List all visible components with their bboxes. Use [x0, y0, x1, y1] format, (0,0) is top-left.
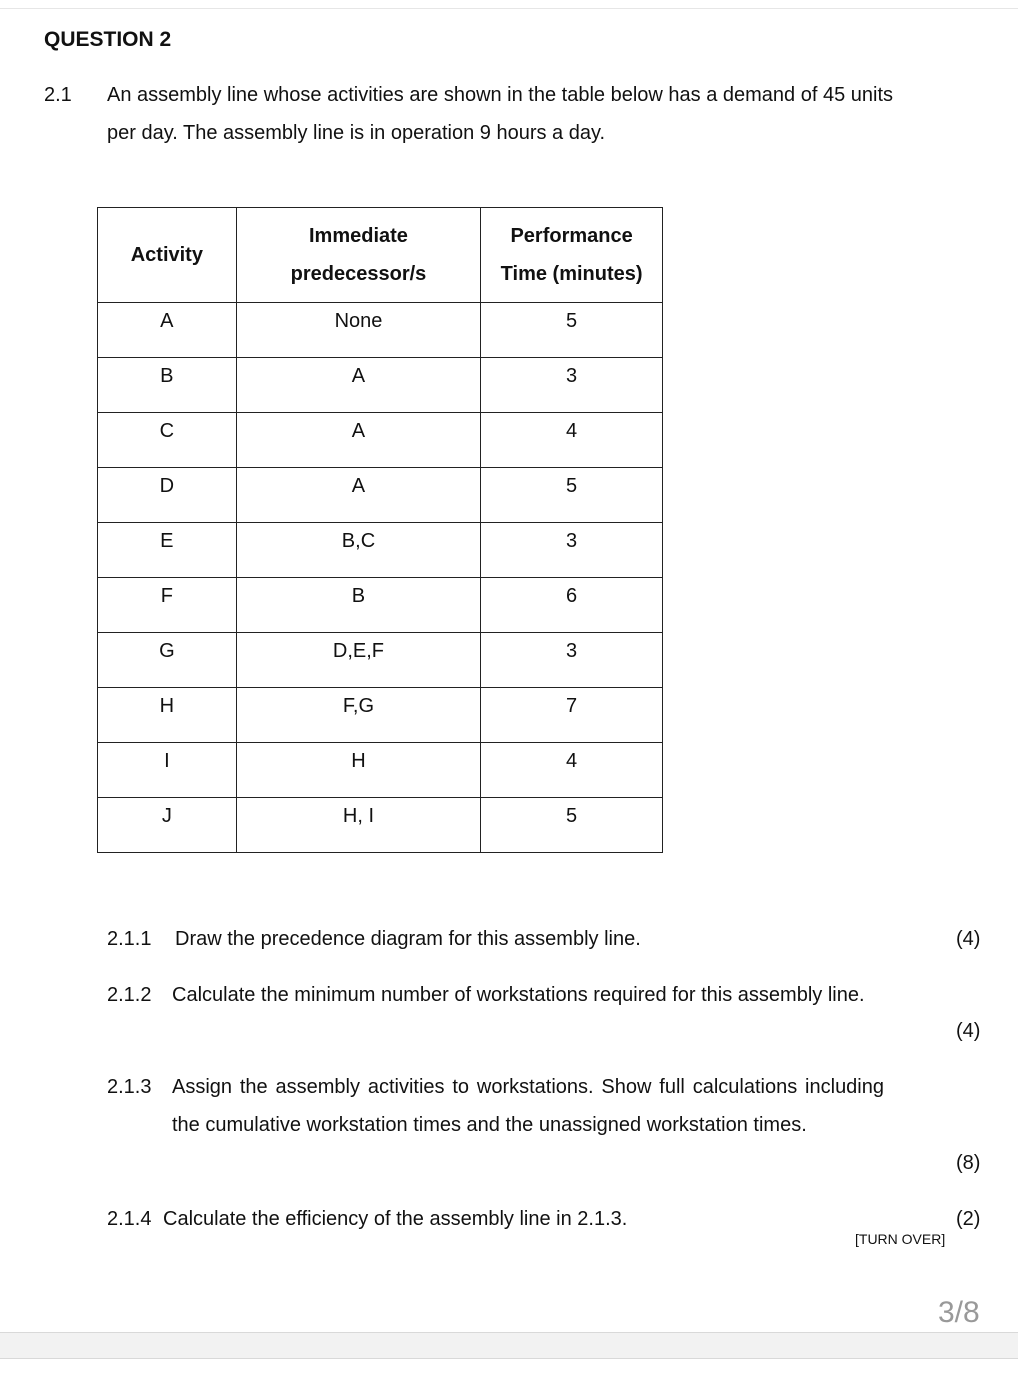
header-predecessors: Immediate predecessor/s	[236, 208, 481, 303]
cell-time: 3	[481, 358, 663, 413]
cell-predecessors: None	[236, 303, 481, 358]
subquestion-text: Calculate the efficiency of the assembly line in 2.1.3.	[163, 1208, 628, 1230]
question-text: An assembly line whose activities are shown in the table below has a demand of 45 units per day. The assembly line is in operation 9 hours a day.	[107, 84, 894, 144]
cell-predecessors: B	[236, 578, 481, 633]
subquestion-number: 2.1.2	[107, 984, 152, 1006]
cell-activity: F	[98, 578, 237, 633]
table-row	[98, 688, 663, 743]
cell-predecessors: H	[236, 743, 481, 798]
cell-activity: E	[98, 523, 237, 578]
marks-label: (4)	[956, 928, 981, 950]
cell-activity: A	[98, 303, 237, 358]
header-time: Performance Time (minutes)	[481, 208, 663, 303]
cell-activity: G	[98, 633, 237, 688]
cell-activity: H	[98, 688, 237, 743]
cell-activity: D	[98, 468, 237, 523]
cell-time: 4	[481, 743, 663, 798]
cell-time: 5	[481, 303, 663, 358]
table-row	[98, 523, 663, 578]
activity-table	[97, 207, 663, 853]
table-row	[98, 358, 663, 413]
table-row	[98, 798, 663, 853]
subquestion-text: Assign the assembly activities to workstations. Show full calculations including the cumulative workstation times and the unassigned workstation times.	[172, 1076, 884, 1136]
cell-predecessors: D,E,F	[236, 633, 481, 688]
cell-time: 5	[481, 798, 663, 853]
page-indicator: 3/8	[938, 1296, 980, 1329]
cell-time: 6	[481, 578, 663, 633]
cell-predecessors: B,C	[236, 523, 481, 578]
cell-time: 5	[481, 468, 663, 523]
subquestion-number: 2.1.4	[107, 1208, 152, 1230]
marks-label: (2)	[956, 1208, 981, 1230]
table-header-row	[98, 208, 663, 303]
cell-predecessors: A	[236, 358, 481, 413]
cell-activity: I	[98, 743, 237, 798]
cell-predecessors: H, I	[236, 798, 481, 853]
table-row	[98, 303, 663, 358]
cell-time: 4	[481, 413, 663, 468]
turn-over-note: [TURN OVER]	[855, 1231, 946, 1247]
cell-time: 7	[481, 688, 663, 743]
marks-label: (4)	[956, 1020, 981, 1042]
table-row	[98, 413, 663, 468]
table-row	[98, 743, 663, 798]
marks-label: (8)	[956, 1152, 981, 1174]
cell-time: 3	[481, 633, 663, 688]
question-number: 2.1	[44, 84, 72, 106]
table-row	[98, 633, 663, 688]
bottom-band	[0, 1332, 1018, 1359]
subquestion-number: 2.1.1	[107, 928, 152, 950]
top-divider	[0, 8, 1018, 9]
cell-time: 3	[481, 523, 663, 578]
subquestion-number: 2.1.3	[107, 1076, 152, 1098]
subquestion-text: Draw the precedence diagram for this assembly line.	[175, 928, 641, 950]
table-row	[98, 578, 663, 633]
cell-activity: J	[98, 798, 237, 853]
cell-activity: C	[98, 413, 237, 468]
cell-predecessors: A	[236, 413, 481, 468]
cell-predecessors: A	[236, 468, 481, 523]
table-row	[98, 468, 663, 523]
header-activity: Activity	[98, 208, 237, 303]
question-title: QUESTION 2	[44, 28, 172, 51]
subquestion-text: Calculate the minimum number of workstations required for this assembly line.	[172, 984, 865, 1006]
cell-activity: B	[98, 358, 237, 413]
cell-predecessors: F,G	[236, 688, 481, 743]
